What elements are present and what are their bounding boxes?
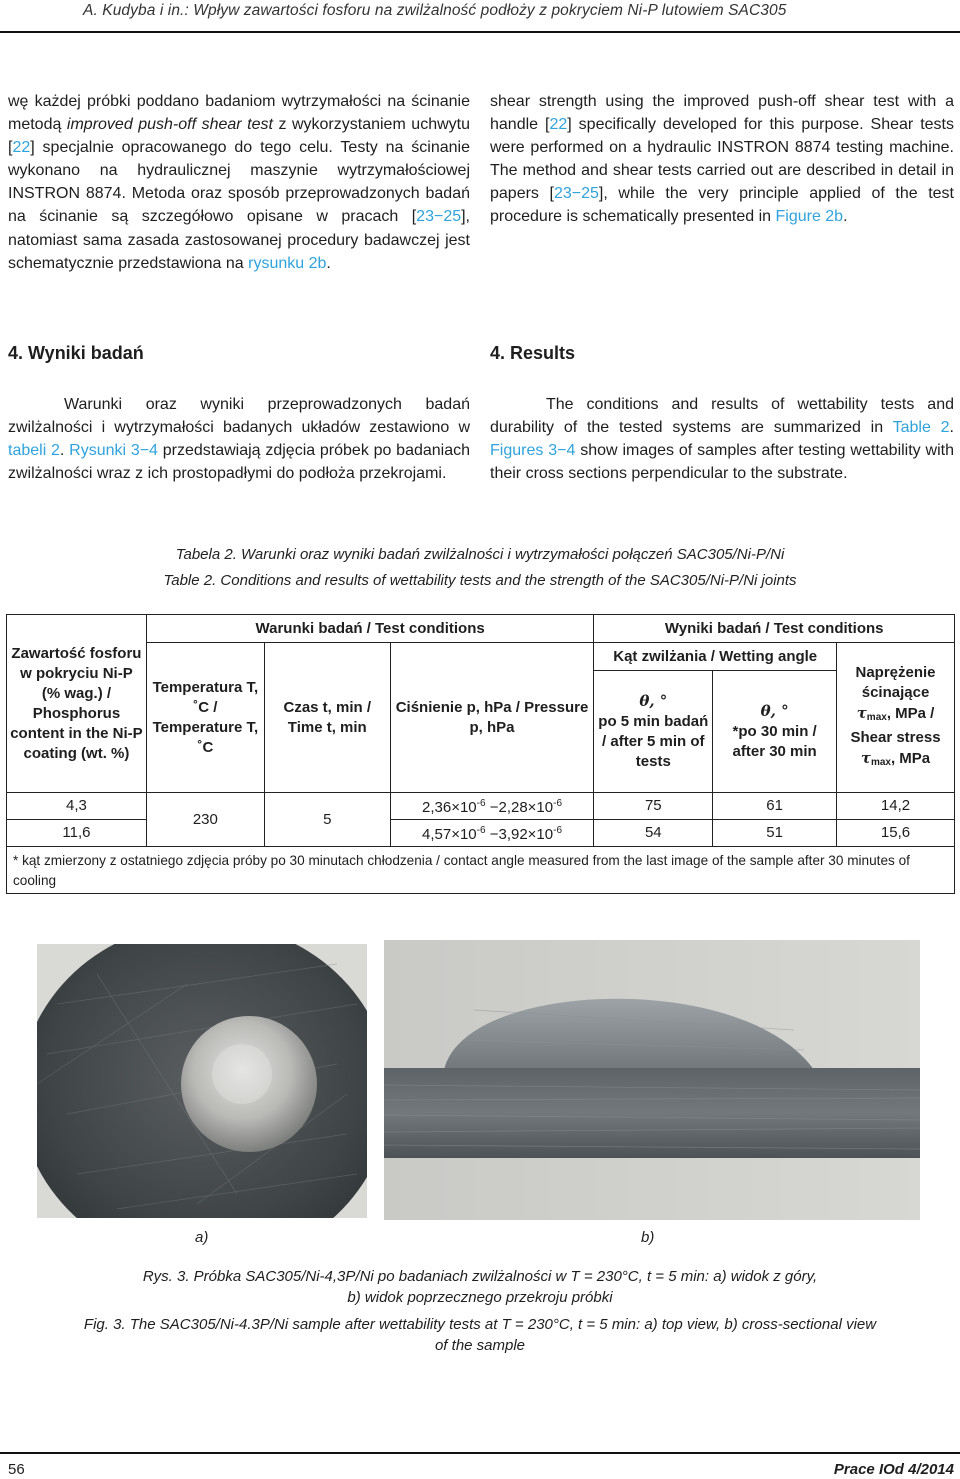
footer-rule — [0, 1452, 960, 1454]
header-wetting-angle: Kąt zwilżania / Wetting angle — [594, 643, 837, 671]
cell-theta-30min: 61 — [713, 793, 837, 820]
figure-link[interactable]: Figure 2b — [775, 208, 844, 226]
table-link[interactable]: Table 2 — [892, 419, 950, 437]
cell-content: 11,6 — [7, 820, 147, 847]
header-p-content: Zawartość fosforu w pokryciu Ni-P (% wag.) / Phosphorus content in the Ni-P coating (wt. %) — [7, 615, 147, 793]
cell-theta-30min: 51 — [713, 820, 837, 847]
header-time: Czas t, min / Time t, min — [264, 643, 390, 793]
right-results-paragraph: The conditions and results of wettability tests and durability of the tested systems are summarized in Table 2. Figures 3−4 show images of samples after testing wettability with their cross sections perpendicular to the substrate. — [490, 396, 954, 483]
header-pressure: Ciśnienie p, hPa / Pressure p, hPa — [390, 643, 594, 793]
ref-link[interactable]: 23−25 — [416, 208, 462, 226]
section-heading-pl: 4. Wyniki badań — [8, 343, 144, 363]
cell-theta-5min: 75 — [594, 793, 713, 820]
cell-temperature: 230 — [146, 793, 264, 847]
cell-shear-stress: 15,6 — [837, 820, 955, 847]
ref-link[interactable]: 22 — [12, 139, 31, 157]
page-number: 56 — [8, 1461, 25, 1478]
figure-caption-pl-line2: b) widok poprzecznego przekroju próbki — [347, 1289, 613, 1306]
figure-link[interactable]: Figures 3−4 — [490, 442, 576, 460]
table-caption-en: Table 2. Conditions and results of wettability tests and the strength of the SAC305/Ni-P/Ni joints — [163, 572, 797, 589]
left-results-paragraph: Warunki oraz wyniki przeprowadzonych badań zwilżalności i wytrzymałości badanych układów zestawiono w tabeli 2. Rysunki 3−4 przedstawiają zdjęcia próbek po badaniach zwilżalności wraz z ich prostopadłymi do podłoża przekrojami. — [8, 396, 471, 483]
table-footnote: * kąt zmierzony z ostatniego zdjęcia próby po 30 minutach chłodzenia / contact angle measured from the last image of the sample after 30 minutes of cooling — [7, 847, 955, 894]
cell-pressure: $4,57\times 10^{-6} -3,92\times 10^{-6}$ — [390, 820, 594, 847]
table-caption-pl: Tabela 2. Warunki oraz wyniki badań zwilżalności i wytrzymałości połączeń SAC305/Ni-P/Ni — [175, 546, 785, 563]
table-link[interactable]: tabeli 2 — [8, 442, 60, 460]
figure-link[interactable]: Rysunki 3−4 — [69, 442, 158, 460]
header-theta-30min: θ, ° *po 30 min / after 30 min — [713, 671, 837, 793]
cross-section-photo — [384, 940, 920, 1220]
cell-pressure: $2,36\times 10^{-6} -2,28\times 10^{-6}$ — [390, 793, 594, 820]
left-column-paragraph: wę każdej próbki poddano badaniom wytrzymałości na ścinanie metodą improved push-off shear test z wykorzystaniem uchwytu [22] specjalnie opracowanego do tego celu. Testy na ścinanie wykonano na hydraulicznej maszynie wytrzymałościowej INSTRON 8874. Metoda oraz sposób przeprowadzonych badań na ścinanie są szczegółowo opisane w pracach [23−25], natomiast sama zasada zastosowanej procedury badawczej jest schematycznie przedstawiona na rysunku 2b. — [8, 93, 471, 272]
figure-caption-pl-line1: Rys. 3. Próbka SAC305/Ni-4,3P/Ni po badaniach zwilżalności w T = 230°C, t = 5 min: a) widok z góry, — [142, 1268, 818, 1285]
ref-link[interactable]: 22 — [549, 116, 568, 134]
ref-link[interactable]: 23−25 — [553, 185, 599, 203]
header-temperature: Temperatura T, ˚C / Temperature T, ˚C — [146, 643, 264, 793]
cell-time: 5 — [264, 793, 390, 847]
right-column-paragraph: shear strength using the improved push-off shear test with a handle [22] specifically developed for this purpose. Shear tests were performed on a hydraulic INSTRON 8874 testing machine. The method and shear tests carried out are described in detail in papers [23−25], while the very principle applied of the test procedure is schematically presented in Figure 2b. — [490, 93, 955, 226]
cell-content: 4,3 — [7, 793, 147, 820]
figure-caption-en-line1: Fig. 3. The SAC305/Ni-4.3P/Ni sample after wettability tests at T = 230°C, t = 5 min: a) top view, b) cross-sectional view — [83, 1316, 877, 1333]
header-test-results: Wyniki badań / Test conditions — [594, 615, 955, 643]
header-rule — [0, 31, 960, 33]
header-test-conditions: Warunki badań / Test conditions — [146, 615, 593, 643]
figure-link[interactable]: rysunku 2b — [248, 254, 327, 272]
cell-shear-stress: 14,2 — [837, 793, 955, 820]
subfigure-label-b: b) — [641, 1229, 655, 1246]
top-view-photo — [37, 944, 367, 1218]
header-theta-5min: θ, ° po 5 min badań / after 5 min of tests — [594, 671, 713, 793]
header-shear-stress: Naprężenie ścinające $\tau_{max}$, MPa / Shear stress $\tau_{max}$, MPa — [837, 643, 955, 793]
running-header: A. Kudyba i in.: Wpływ zawartości fosforu na zwilżalność podłoży z pokryciem Ni-P lutowiem SAC305 — [83, 2, 787, 19]
figure-caption-en-line2: of the sample — [434, 1337, 526, 1354]
section-heading-en: 4. Results — [490, 343, 576, 363]
cell-theta-5min: 54 — [594, 820, 713, 847]
subfigure-label-a: a) — [195, 1229, 209, 1246]
journal-name: Prace IOd 4/2014 — [833, 1461, 954, 1478]
results-table — [6, 614, 955, 894]
